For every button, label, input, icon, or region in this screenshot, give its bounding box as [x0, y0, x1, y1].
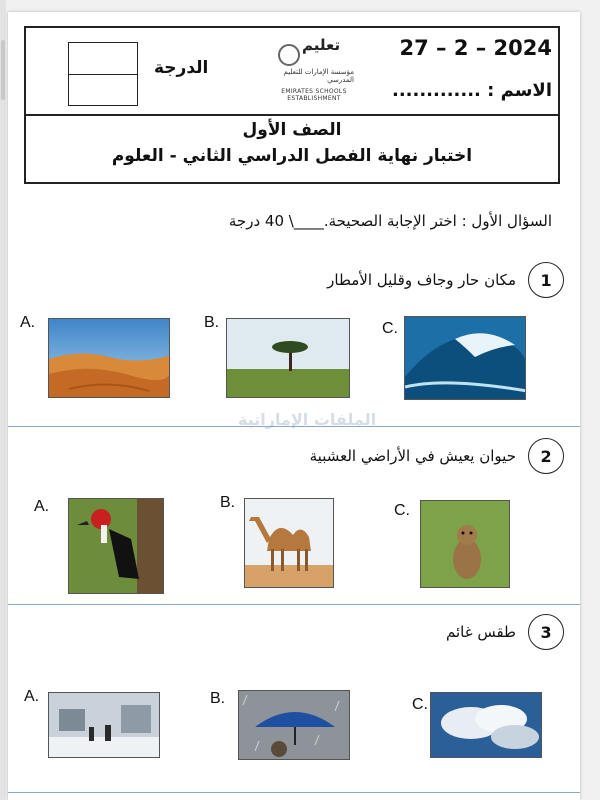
option-label: B.	[210, 690, 226, 707]
option-label: B.	[204, 314, 220, 331]
grade-label: الدرجة	[154, 58, 209, 78]
question-number: 3	[528, 614, 564, 650]
question-number: 2	[528, 438, 564, 474]
rain-umbrella-image[interactable]	[238, 690, 350, 760]
option-label: B.	[220, 494, 236, 511]
camel-image[interactable]	[244, 498, 334, 588]
logo-title: تعليم	[302, 36, 341, 54]
question-separator	[8, 792, 580, 793]
school-logo	[274, 34, 354, 112]
ocean-wave-image[interactable]	[404, 316, 526, 400]
worksheet-page	[8, 12, 580, 800]
logo-org: مؤسسة الإمارات للتعليم المدرسي	[283, 68, 354, 84]
scrollbar[interactable]	[0, 0, 6, 800]
watermark: الملفات الإماراتية	[238, 410, 377, 429]
logo-english: EMIRATES SCHOOLS ESTABLISHMENT	[281, 88, 347, 102]
option-label: A.	[34, 498, 50, 515]
section-instructions: السؤال الأول : اختر الإجابة الصحيحة.____\ 40 درجة	[228, 212, 552, 230]
grade-box	[68, 42, 138, 106]
snowy-street-image[interactable]	[48, 692, 160, 758]
option-label: C.	[394, 502, 410, 519]
exam-title: اختبار نهاية الفصل الدراسي الثاني - العلوم	[111, 146, 473, 166]
ground-squirrel-image[interactable]	[420, 500, 510, 588]
woodpecker-image[interactable]	[68, 498, 164, 594]
question-text: مكان حار وجاف وقليل الأمطار	[327, 271, 516, 289]
savanna-tree-image[interactable]	[226, 318, 350, 398]
question-1	[327, 262, 564, 298]
question-text: حيوان يعيش في الأراضي العشبية	[309, 447, 516, 465]
header-box	[24, 26, 560, 184]
cloudy-sky-image[interactable]	[430, 692, 542, 758]
option-label: A.	[20, 314, 36, 331]
option-label: C.	[412, 696, 428, 713]
class-title: الصف الأول	[242, 120, 342, 140]
question-number: 1	[528, 262, 564, 298]
logo-mark-icon	[278, 44, 300, 66]
option-label: A.	[24, 688, 40, 705]
question-separator	[8, 426, 580, 427]
question-separator	[8, 604, 580, 605]
question-2	[310, 438, 564, 474]
scrollbar-thumb[interactable]	[1, 40, 5, 100]
desert-dunes-image[interactable]	[48, 318, 170, 398]
question-3	[446, 614, 564, 650]
student-name-field: الاسم : .............	[391, 80, 552, 101]
question-text: طقس غائم	[446, 623, 516, 641]
option-label: C.	[382, 320, 398, 337]
exam-date: 27 – 2 – 2024	[399, 36, 552, 60]
